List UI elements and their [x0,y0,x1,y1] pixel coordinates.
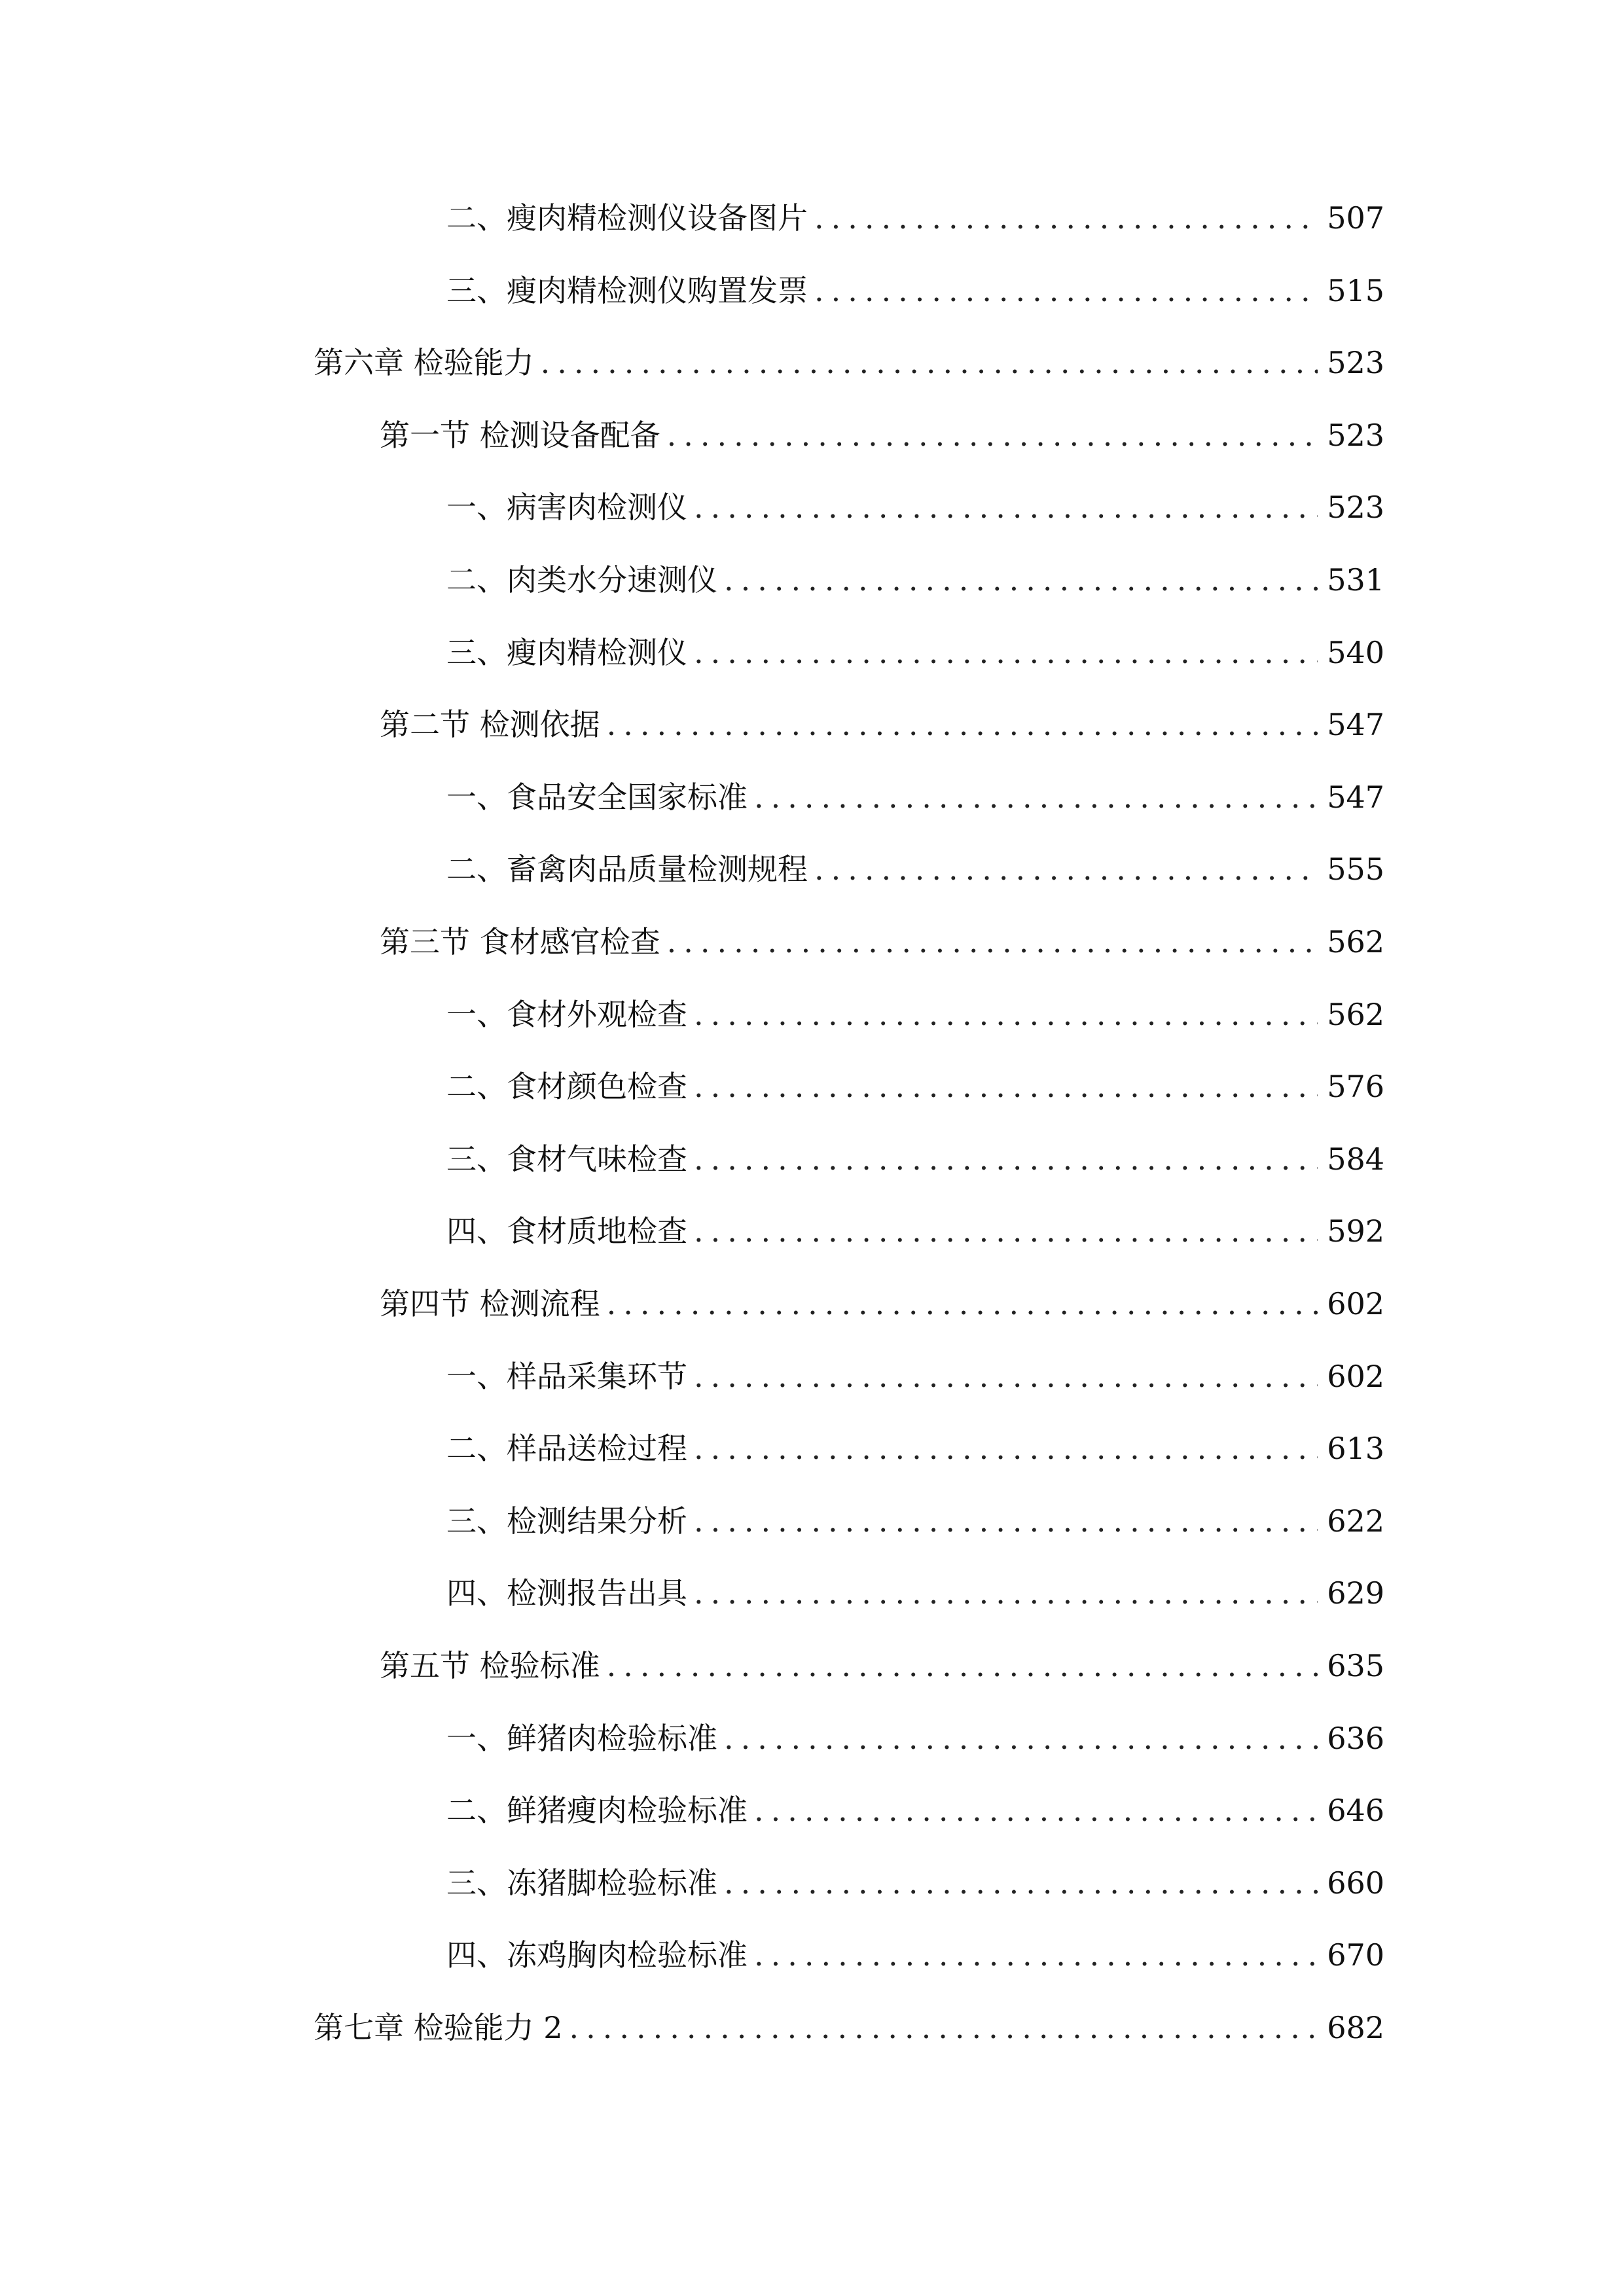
page-number: 555 [1327,852,1384,888]
dot-leader [667,920,1318,963]
page-number: 540 [1327,634,1384,670]
entry-number: 四、 [446,1213,507,1249]
entry-title: 鲜猪肉检验标准 [507,1720,717,1756]
toc-item-entry[interactable] [446,848,1384,891]
page-number: 602 [1327,1358,1384,1394]
page-number: 523 [1327,345,1384,381]
toc-item-entry[interactable] [446,1427,1384,1470]
dot-leader [694,1138,1318,1181]
page-number: 602 [1327,1286,1384,1321]
entry-title: 食材气味检查 [507,1141,687,1177]
dot-leader [814,848,1318,891]
entry-title: 第二节 检测依据 [380,707,600,743]
page-number: 629 [1327,1575,1384,1611]
entry-number: 三、 [446,272,507,308]
entry-number: 二、 [446,562,507,598]
page-number: 547 [1327,779,1384,815]
toc-item-entry[interactable] [446,1861,1384,1905]
toc-item-entry[interactable] [446,1789,1384,1832]
dot-leader [694,1210,1318,1253]
dot-leader [754,1789,1318,1832]
dot-leader [607,703,1318,746]
dot-leader [569,2006,1318,2049]
toc-item-entry[interactable] [446,486,1384,529]
page-number: 592 [1327,1213,1384,1249]
entry-title: 样品采集环节 [507,1358,687,1394]
entry-title: 第四节 检测流程 [380,1286,600,1321]
dot-leader [814,196,1318,240]
page-number: 547 [1327,707,1384,743]
dot-leader [724,1717,1318,1760]
dot-leader [667,414,1318,457]
entry-number: 一、 [446,1720,507,1756]
toc-item-entry[interactable] [446,1138,1384,1181]
entry-number: 三、 [446,1865,507,1901]
entry-title: 样品送检过程 [507,1431,687,1467]
entry-title: 病害肉检测仪 [507,490,687,526]
toc-chapter-entry[interactable] [314,2006,1384,2049]
entry-title: 检测报告出具 [507,1575,687,1611]
toc-section-entry[interactable] [380,703,1384,746]
entry-title: 第三节 食材感官检查 [380,924,660,960]
toc-section-entry[interactable] [380,414,1384,457]
dot-leader [541,341,1318,384]
entry-number: 四、 [446,1937,507,1973]
toc-section-entry[interactable] [380,920,1384,963]
toc-section-entry[interactable] [380,1282,1384,1325]
entry-number: 四、 [446,1575,507,1611]
toc-item-entry[interactable] [446,993,1384,1036]
page-number: 670 [1327,1937,1384,1973]
entry-title: 检测结果分析 [507,1503,687,1539]
entry-number: 二、 [446,1793,507,1829]
entry-title: 第七章 检验能力 2 [314,2010,563,2045]
dot-leader [754,1933,1318,1977]
entry-title: 第一节 检测设备配备 [380,417,660,453]
entry-title: 冻猪脚检验标准 [507,1865,717,1901]
entry-number: 一、 [446,490,507,526]
page-number: 523 [1327,490,1384,526]
entry-number: 二、 [446,1069,507,1105]
dot-leader [754,776,1318,819]
page-number: 562 [1327,996,1384,1032]
page-number: 682 [1327,2010,1384,2045]
page-number: 646 [1327,1793,1384,1829]
page-number: 584 [1327,1141,1384,1177]
dot-leader [724,1861,1318,1905]
toc-item-entry[interactable] [446,1571,1384,1615]
page-number: 531 [1327,562,1384,598]
dot-leader [607,1644,1318,1687]
page-number: 507 [1327,200,1384,236]
toc-item-entry[interactable] [446,269,1384,312]
entry-title: 食材质地检查 [507,1213,687,1249]
dot-leader [607,1282,1318,1325]
entry-title: 食材外观检查 [507,996,687,1032]
page-number: 515 [1327,272,1384,308]
entry-title: 食品安全国家标准 [507,779,748,815]
toc-item-entry[interactable] [446,776,1384,819]
toc-item-entry[interactable] [446,631,1384,674]
toc-item-entry[interactable] [446,1210,1384,1253]
entry-title: 冻鸡胸肉检验标准 [507,1937,748,1973]
page-number: 660 [1327,1865,1384,1901]
dot-leader [694,1355,1318,1398]
entry-number: 二、 [446,1431,507,1467]
dot-leader [724,558,1318,601]
toc-item-entry[interactable] [446,196,1384,240]
entry-title: 瘦肉精检测仪设备图片 [507,200,808,236]
toc-item-entry[interactable] [446,558,1384,601]
toc-item-entry[interactable] [446,1933,1384,1977]
dot-leader [694,993,1318,1036]
page-number: 523 [1327,417,1384,453]
toc-item-entry[interactable] [446,1717,1384,1760]
entry-number: 一、 [446,779,507,815]
toc-item-entry[interactable] [446,1355,1384,1398]
entry-number: 二、 [446,200,507,236]
toc-section-entry[interactable] [380,1644,1384,1687]
dot-leader [694,1571,1318,1615]
entry-title: 鲜猪瘦肉检验标准 [507,1793,748,1829]
entry-number: 三、 [446,1141,507,1177]
page-number: 562 [1327,924,1384,960]
entry-number: 一、 [446,1358,507,1394]
entry-number: 三、 [446,1503,507,1539]
dot-leader [694,486,1318,529]
toc-item-entry[interactable] [446,1065,1384,1108]
entry-number: 三、 [446,634,507,670]
dot-leader [694,631,1318,674]
dot-leader [694,1499,1318,1543]
page-number: 613 [1327,1431,1384,1467]
entry-number: 二、 [446,852,507,888]
page-number: 576 [1327,1069,1384,1105]
page-number: 636 [1327,1720,1384,1756]
entry-title: 畜禽肉品质量检测规程 [507,852,808,888]
page-number: 635 [1327,1648,1384,1683]
toc-item-entry[interactable] [446,1499,1384,1543]
dot-leader [694,1427,1318,1470]
page-number: 622 [1327,1503,1384,1539]
entry-number: 一、 [446,996,507,1032]
entry-title: 肉类水分速测仪 [507,562,717,598]
dot-leader [694,1065,1318,1108]
entry-title: 瘦肉精检测仪 [507,634,687,670]
entry-title: 第六章 检验能力 [314,345,534,381]
entry-title: 食材颜色检查 [507,1069,687,1105]
dot-leader [814,269,1318,312]
entry-title: 瘦肉精检测仪购置发票 [507,272,808,308]
entry-title: 第五节 检验标准 [380,1648,600,1683]
toc-chapter-entry[interactable] [314,341,1384,384]
